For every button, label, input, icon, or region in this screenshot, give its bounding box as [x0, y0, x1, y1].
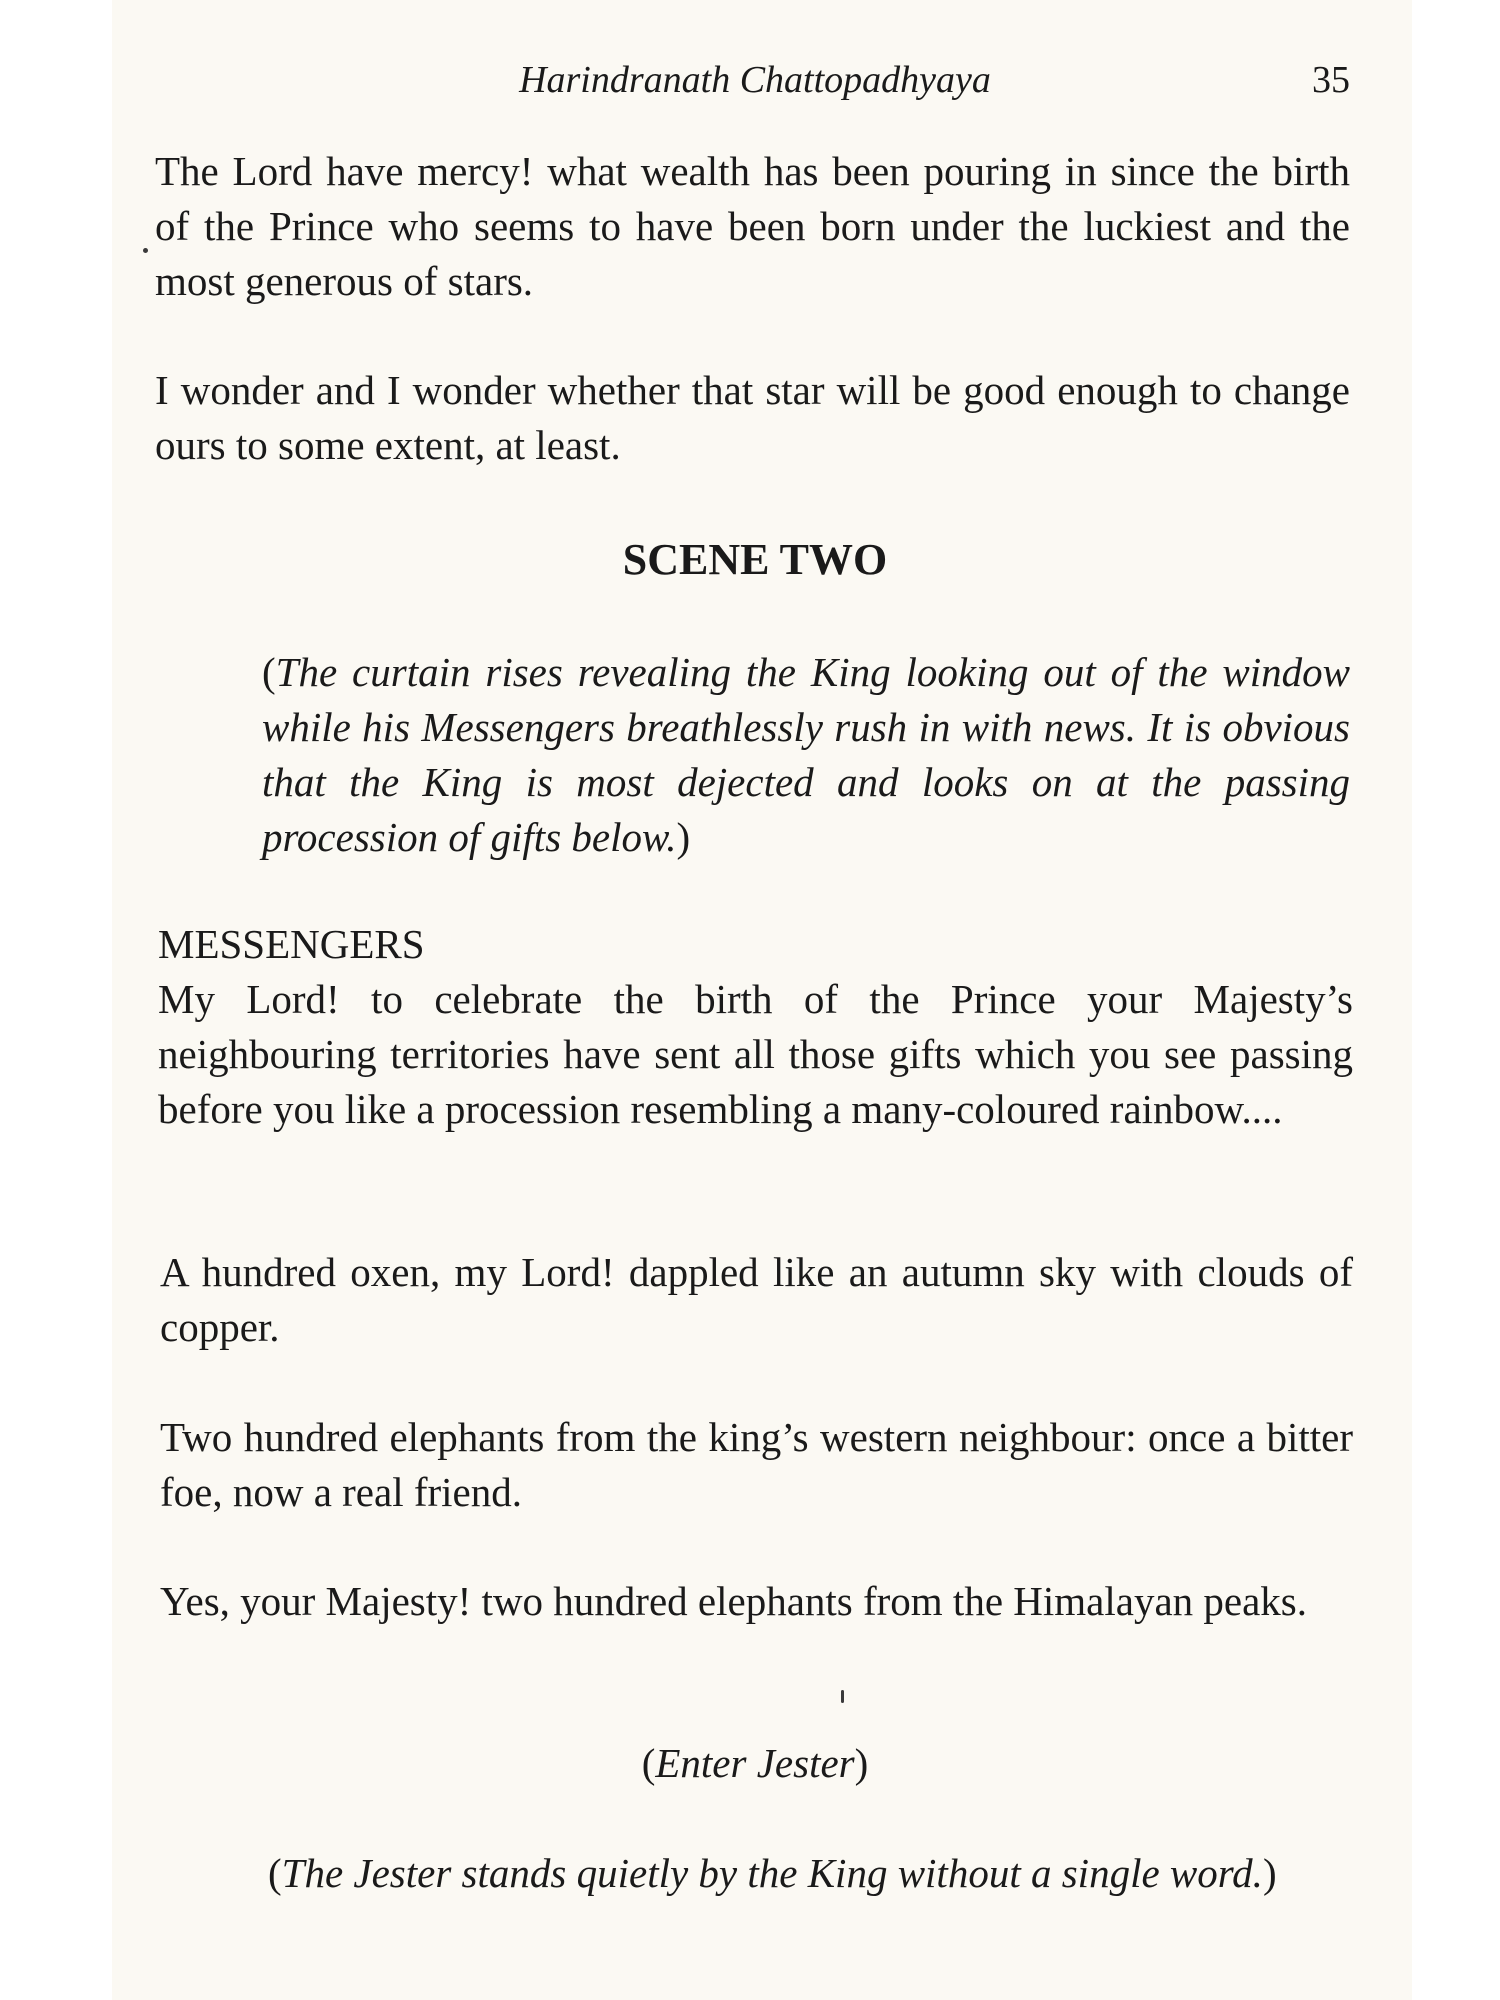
paragraph-wonder: I wonder and I wonder whether that star will be good enough to change ours to some extent, at least. — [155, 367, 1350, 468]
close-paren: ) — [854, 1740, 869, 1786]
running-head: Harindranath Chattopadhyaya — [519, 59, 991, 101]
stage-direction-opening — [262, 645, 1350, 865]
open-paren: ( — [262, 649, 276, 695]
open-paren: ( — [268, 1850, 282, 1896]
stage-direction-jester-text: The Jester stands quietly by the King without a single word. — [281, 1850, 1263, 1896]
close-paren: ) — [676, 814, 691, 860]
page-header — [160, 58, 1350, 108]
speaker-name: MESSENGERS — [158, 921, 425, 967]
messenger-line-gifts: My Lord! to celebrate the birth of the Prince your Majesty’s neighbouring territories have sent all those gifts which you see passing before you like a procession resembling a many-coloured rainbow.... — [158, 976, 1353, 1132]
scene-heading: SCENE TWO — [622, 535, 888, 584]
messenger-line-oxen: A hundred oxen, my Lord! dappled like an autumn sky with clouds of copper. — [160, 1249, 1353, 1350]
print-speck — [841, 1690, 844, 1703]
close-paren: ) — [1262, 1850, 1277, 1896]
paragraph-wealth: The Lord have mercy! what wealth has been pouring in since the birth of the Prince who seems to have been born under the luckiest and the most generous of stars. — [155, 148, 1350, 304]
stage-direction-text: The curtain rises revealing the King looking out of the window while his Messengers breathlessly rush in with news. It is obvious that the King is most dejected and looks on at the passing procession of gifts below. — [262, 649, 1350, 860]
stage-direction-jester — [268, 1846, 1353, 1901]
stage-direction-enter-jester — [160, 1736, 1350, 1791]
messenger-line-elephants-west: Two hundred elephants from the king’s western neighbour: once a bitter foe, now a real friend. — [160, 1414, 1353, 1515]
page-number: 35 — [1312, 59, 1350, 101]
messenger-line-elephants-himalaya: Yes, your Majesty! two hundred elephants from the Himalayan peaks. — [160, 1578, 1307, 1624]
enter-jester-text: Enter Jester — [655, 1740, 855, 1786]
open-paren: ( — [641, 1740, 656, 1786]
print-speck — [143, 248, 148, 253]
